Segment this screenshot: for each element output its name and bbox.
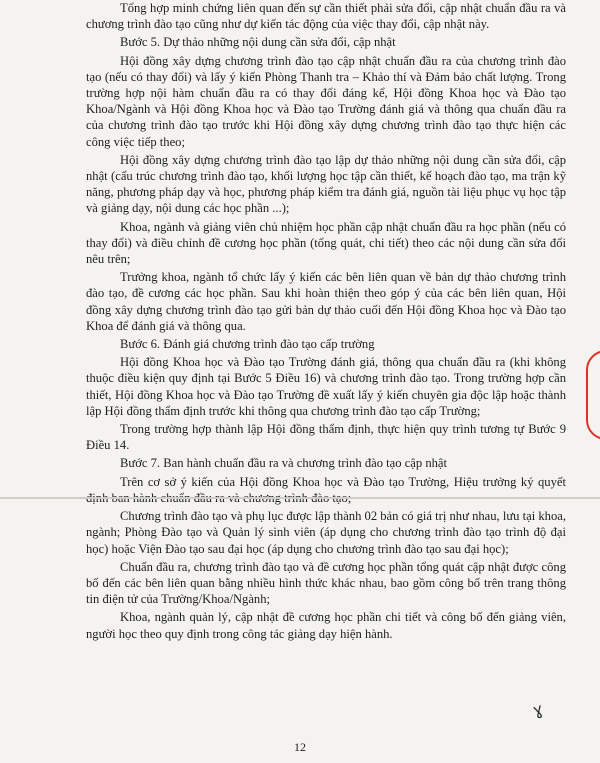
handwritten-initial: ɣ [530,699,545,720]
page-fold-line [0,497,600,499]
step-6-heading: Bước 6. Đánh giá chương trình đào tạo cấp trường [120,337,375,352]
red-stamp [586,350,600,440]
stamp-ring [586,350,600,440]
paragraph: Chuẩn đầu ra, chương trình đào tạo và đề cương học phần tổng quát cập nhật được công bố đến các bên liên quan bằng nhiều hình thức khác nhau, bao gồm công bố trên trang thông tin điện tử của Trường/Khoa/Ngành; [86,559,566,607]
document-body [86,0,566,644]
paragraph: Trong trường hợp thành lập Hội đồng thẩm định, thực hiện quy trình tương tự Bước 9 Điều 14. [86,422,566,453]
step-7-heading: Bước 7. Ban hành chuẩn đầu ra và chương trình đào tạo cập nhật [120,456,448,471]
paragraph-intro: Tổng hợp minh chứng liên quan đến sự cần thiết phải sửa đổi, cập nhật chuẩn đầu ra và chương trình đào tạo cũng như dự kiến tác động của việc thay đổi, cập nhật này. [86,1,566,32]
page-number: 12 [294,740,306,754]
paragraph: Hội đồng xây dựng chương trình đào tạo cập nhật chuẩn đầu ra của chương trình đào tạo (nếu có thay đổi) và lấy ý kiến Phòng Thanh tra – Khảo thí và Đảm bảo chất lượng. Trong trường hợp nội hàm chuẩn đầu ra có thay đổi đáng kể, Hội đồng Khoa học và Đào tạo Khoa/Ngành và Hội đồng Khoa học và Đào tạo Trường đánh giá và thông qua chuẩn đầu ra của chương trình đào tạo trước khi Hội đồng xây dựng chương trình đào tạo thực hiện các công việc tiếp theo; [86,53,566,149]
paragraph: Hội đồng Khoa học và Đào tạo Trường đánh giá, thông qua chuẩn đầu ra (khi không thuộc điều kiện quy định tại Bước 5 Điều 16) và chương trình đào tạo. Trong trường hợp cần thiết, Hội đồng Khoa học và Đào tạo Trường đề xuất lấy ý kiến chuyên gia độc lập hoặc thành lập Hội đồng thẩm định trước khi thông qua chương trình đào tạo cấp Trường; [86,355,566,418]
paragraph: Khoa, ngành và giảng viên chủ nhiệm học phần cập nhật chuẩn đầu ra học phần (nếu có thay đổi) và điều chỉnh đề cương học phần (tổng quát, chi tiết) theo các nội dung cần sửa đổi nêu trên; [86,219,566,267]
paragraph: Trên cơ sở ý kiến của Hội đồng Khoa học và Đào tạo Trường, Hiệu trưởng ký quyết [120,474,566,489]
paragraph: Trưởng khoa, ngành tổ chức lấy ý kiến các bên liên quan về bản dự thảo chương trình đào tạo, đề cương các học phần. Sau khi hoàn thiện theo góp ý của các bên liên quan, Hội đồng xây dựng chương trình đào tạo gửi bản dự thảo cuối đến Hội đồng Khoa học và Đào tạo Khoa để đánh giá và thông qua. [86,270,566,333]
paragraph: Hội đồng xây dựng chương trình đào tạo lập dự thảo những nội dung cần sửa đổi, cập nhật (cấu trúc chương trình đào tạo, khối lượng học tập cần thiết, kế hoạch đào tạo, ma trận kỹ năng, phương pháp dạy và học, phương pháp kiểm tra đánh giá, nguồn tài liệu phục vụ học tập và giảng dạy, nội dung các học phần ...); [86,152,566,216]
paragraph: Khoa, ngành quản lý, cập nhật đề cương học phần chi tiết và công bố đến giảng viên, người học theo quy định trong công tác giảng dạy hiện hành. [86,610,566,641]
step-5-heading: Bước 5. Dự thảo những nội dung cần sửa đổi, cập nhật [120,35,396,50]
paragraph: Chương trình đào tạo và phụ lục được lập thành 02 bản có giá trị như nhau, lưu tại khoa, ngành; Phòng Đào tạo và Quản lý sinh viên (áp dụng cho chương trình đào tạo trình độ đại học) hoặc Viện Đào tạo sau đại học (áp dụng cho chương trình đào tạo sau đại học); [86,509,566,556]
